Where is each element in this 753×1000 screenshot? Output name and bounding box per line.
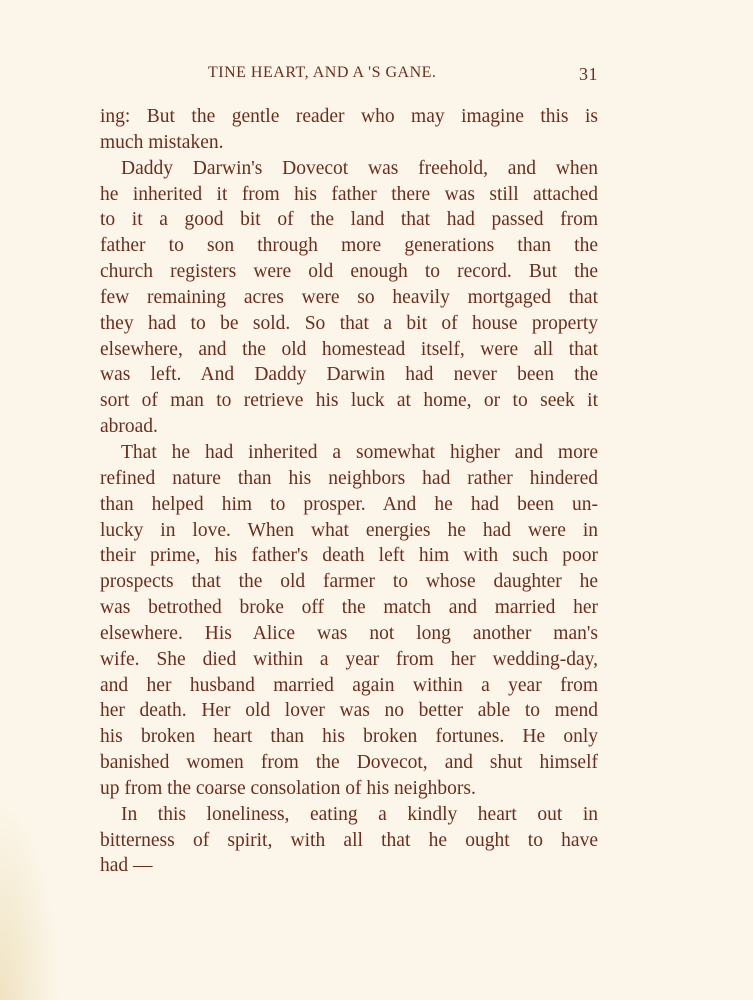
text-line: ing: But the gentle reader who may imagine this is [100,106,598,127]
body-text [100,104,598,879]
text-line: he inherited it from his father there was still attached [100,183,598,205]
page-number: 31 [579,64,598,84]
text-line: few remaining acres were so heavily mortgaged that [100,286,598,308]
text-line: their prime, his father's death left him with such poor [100,545,598,567]
text-line: lucky in love. When what energies he had were in [100,519,598,541]
text-line: refined nature than his neighbors had rather hindered [100,467,598,489]
page-header [100,64,598,86]
text-line: church registers were old enough to record. But the [100,261,598,283]
text-line: banished women from the Dovecot, and shut himself [100,752,598,774]
text-line: prospects that the old farmer to whose daughter he [100,571,598,593]
text-line: Daddy Darwin's Dovecot was freehold, and when [121,157,598,179]
text-line: was betrothed broke off the match and married her [100,597,598,619]
text-line: elsewhere. His Alice was not long another man's [100,622,598,644]
text-line: and her husband married again within a year from [100,674,598,696]
text-line: elsewhere, and the old homestead itself, were all that [100,338,598,360]
text-line: sort of man to retrieve his luck at home, or to seek it [100,390,598,412]
text-line: had — [100,855,153,877]
text-line: In this loneliness, eating a kindly heart out in [121,803,598,825]
text-line: to it a good bit of the land that had passed from [100,209,598,231]
text-line: was left. And Daddy Darwin had never been the [100,364,598,386]
text-line: much mistaken. [100,131,224,153]
text-line: her death. Her old lover was no better able to mend [100,700,598,722]
text-line: bitterness of spirit, with all that he ought to have [100,829,598,851]
text-line: father to son through more generations than the [100,235,598,257]
running-title: TINE HEART, AND A 'S GANE. [208,64,437,81]
text-line: they had to be sold. So that a bit of house property [100,312,598,334]
text-line: wife. She died within a year from her wedding-day, [100,648,598,670]
text-line: up from the coarse consolation of his neighbors. [100,777,476,799]
text-line: his broken heart than his broken fortunes. He only [100,726,598,748]
text-line: than helped him to prosper. And he had been un- [100,493,598,515]
text-line: That he had inherited a somewhat higher and more [121,441,598,463]
text-line: abroad. [100,416,158,438]
paper-stain [0,800,60,1000]
